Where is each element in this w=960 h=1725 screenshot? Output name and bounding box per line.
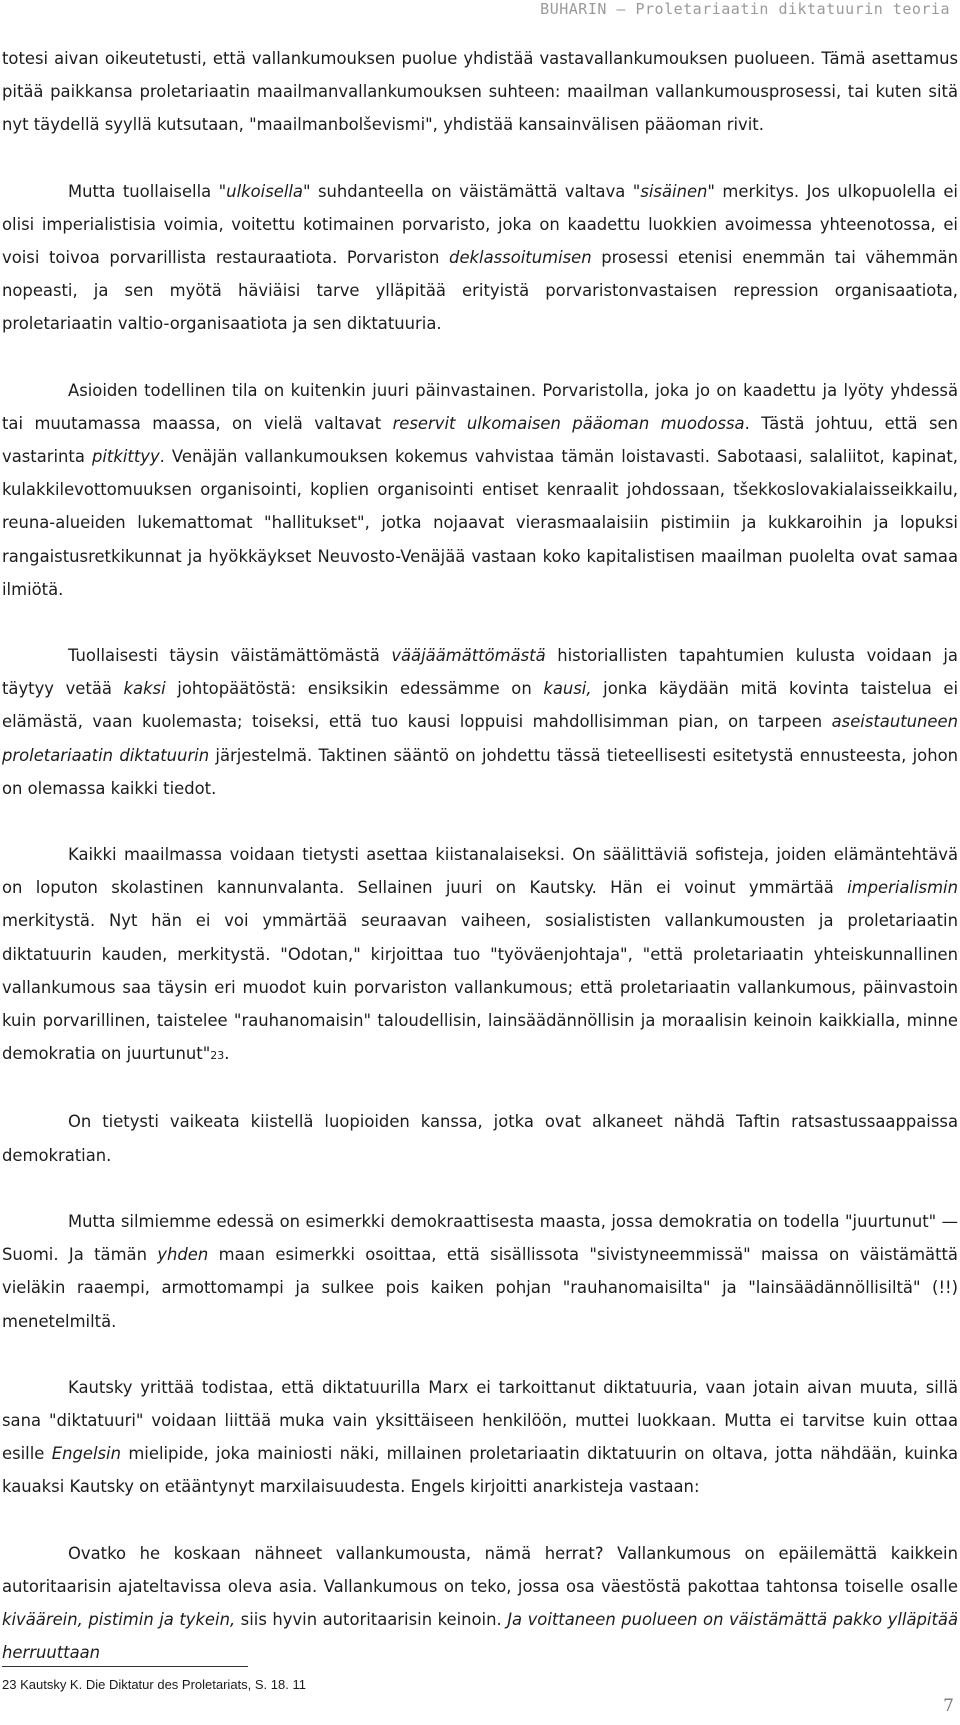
paragraph-text: . Tästä johtuu, että sen vastarinta — [2, 413, 958, 467]
running-header: BUHARIN – Proletariaatin diktatuurin teoria — [540, 0, 950, 18]
emphasis-text: reservit ulkomaisen pääoman muodossa — [392, 413, 745, 433]
paragraph-text: Ovatko he koskaan nähneet vallankumousta, nämä herrat? Vallankumous on epäilemättä kaikkein autoritaarisin ajateltavissa oleva asia. Vallankumous on teko, jossa osa väestöstä pakottaa tahtonsa toiselle osalle — [2, 1543, 958, 1596]
emphasis-text: "ulkoisella" — [218, 181, 311, 201]
emphasis-text: aseistautuneen proletariaatin diktatuurin — [2, 712, 958, 765]
paragraph — [0, 42, 960, 142]
paragraph — [0, 1105, 960, 1171]
paragraph-text: Mutta silmiemme edessä on esimerkki demokraattisesta maasta, jossa demokratia on todella "juurtunut" — Suomi. Ja tämän — [2, 1211, 958, 1265]
paragraph-text: johtopäätöstä: ensiksikin edessämme on — [165, 679, 544, 699]
paragraph-text: Kaikki maailmassa voidaan tietysti asettaa kiistanalaiseksi. On säälittäviä sofisteja, joiden elämäntehtävä on loputon skolastinen kannunvalanta. Sellainen juuri on Kautsky. Hän ei voinut ymmärtää — [2, 845, 958, 898]
paragraph-text: Tuollaisesti täysin väistämättömästä — [68, 646, 392, 666]
paragraph-text: järjestelmä. Taktinen sääntö on johdettu tässä tieteellisesti esitetystä ennusteesta, johon on olemassa kaikki tiedot. — [2, 745, 958, 798]
paragraph — [0, 1371, 960, 1504]
emphasis-text: kaksi — [123, 679, 166, 699]
paragraph — [0, 175, 960, 341]
paragraph-text: merkitystä. Nyt hän ei voi ymmärtää seuraavan vaiheen, sosialististen vallankumousten ja proletariaatin diktatuurin kauden, merkitystä. "Odotan," kirjoittaa tuo "työväenjohtaja", "että proletariaatin yhteiskunnallinen vallankumous saa täysin eri muodot kuin porvariston vallankumous; että proletariaatin vallankumous, päinvastoin kuin porvarillinen, taistelee "rauhanomaisin" taloudellisin, lainsäädännöllisin ja moraalisin keinoin kaikkialla, minne demokratia on juurtunut" — [2, 911, 958, 1064]
page-number: 7 — [943, 1696, 954, 1716]
emphasis-text: pitkittyy — [91, 447, 160, 467]
paragraph-text: suhdanteella on väistämättä valtava — [310, 181, 633, 201]
paragraph-text: On tietysti vaikeata kiistellä luopioiden kanssa, jotka ovat alkaneet nähdä Taftin ratsastussaappaissa demokratian. — [2, 1112, 958, 1165]
paragraph-text: maan esimerkki osoittaa, että sisällissota "sivistyneemmissä" maissa on väistämättä vieläkin raaempi, armottomampi ja sulkee pois kaiken pohjan "rauhanomaisilta" ja "lainsäädännöllisiltä" (!!) menetelmiltä. — [2, 1245, 958, 1331]
emphasis-text: "sisäinen" — [632, 181, 715, 201]
emphasis-text: Engelsin — [51, 1444, 121, 1464]
emphasis-text: deklassoitumisen — [449, 248, 592, 268]
paragraph-text: merkitys. Jos ulkopuolella ei olisi imperialistisia voimia, voitettu kotimainen porvaristo, joka on kaadettu luokkien avoimessa yhteenotossa, ei voisi toivoa porvarillista restauraatiota. Porvariston — [2, 181, 958, 268]
paragraph-text: . — [224, 1044, 230, 1064]
paragraph-text: mielipide, joka mainiosti näki, millainen proletariaatin diktatuurin on oltava, jotta nähdään, kuinka kauaksi Kautsky on etääntynyt marxilaisuudesta. Engels kirjoitti anarkisteja vastaan: — [2, 1444, 958, 1497]
footnote-divider — [2, 1666, 248, 1667]
emphasis-text: Ja voittaneen puolueen on väistämättä pakko ylläpitää herruuttaan — [2, 1609, 958, 1663]
paragraph — [0, 1205, 960, 1338]
emphasis-text: vääjäämättömästä — [391, 646, 546, 666]
paragraph — [0, 374, 960, 606]
footnote-reference: 23 — [210, 1049, 225, 1063]
paragraph-text: jonka käydään mitä kovinta taistelua ei elämästä, vaan kuolemasta; toiseksi, että tuo kausi loppuisi mahdollisimman pian, on tarpeen — [2, 679, 959, 732]
paragraph-text: prosessi etenisi enemmän tai vähemmän nopeasti, ja sen myötä häviäisi tarve ylläpitää erityistä porvaristonvastaisen repression organisaatiota, proletariaatin valtio-organisaatiota ja sen diktatuuria. — [2, 248, 959, 334]
paragraph — [0, 1537, 960, 1670]
paragraph — [0, 838, 960, 1072]
paragraph-text: Asioiden todellinen tila on kuitenkin juuri päinvastainen. Porvaristolla, joka jo on kaadettu ja lyöty yhdessä tai muutamassa maassa, on vielä valtavat — [2, 380, 958, 433]
emphasis-text: imperialismin — [847, 878, 958, 898]
paragraph-text: siis hyvin autoritaarisin keinoin. — [235, 1609, 508, 1629]
paragraph-text: Mutta tuollaisella — [68, 181, 219, 201]
footnote: 23 Kautsky K. Die Diktatur des Proletariats, S. 18. 11 — [2, 1677, 306, 1692]
emphasis-text: kiväärein, pistimin ja tykein, — [2, 1609, 236, 1629]
emphasis-text: yhden — [157, 1245, 209, 1265]
paragraph-text: totesi aivan oikeutetusti, että vallankumouksen puolue yhdistää vastavallankumouksen puolueen. Tämä asettamus pitää paikkansa proletariaatin maailmanvallankumouksen suhteen: maailman vallankumousprosessi, tai kuten sitä nyt täydellä syyllä kutsutaan, "maailmanbolševismi", yhdistää kansainvälisen pääoman rivit. — [2, 49, 958, 135]
document-body — [0, 42, 960, 1702]
paragraph-text: . Venäjän vallankumouksen kokemus vahvistaa tämän loistavasti. Sabotaasi, salaliitot, kapinat, kulakkilevottomuuksen organisointi, koplien organisointi entiset kenraalit johdossaan, tšekkoslovakialaisseikkailu, reuna-alueiden lukemattomat "hallitukset", jotka nojaavat vierasmaalaisiin pistimiin ja kukkaroihin ja lopuksi rangaistusretkikunnat ja hyökkäykset Neuvosto-Venäjää vastaan koko kapitalistisen maailman puolelta ovat samaa ilmiötä. — [2, 447, 958, 599]
paragraph-text: historiallisten tapahtumien kulusta voidaan ja täytyy vetää — [2, 646, 958, 699]
emphasis-text: kausi, — [543, 679, 592, 699]
paragraph-text: Kautsky yrittää todistaa, että diktatuurilla Marx ei tarkoittanut diktatuuria, vaan jotain aivan muuta, sillä sana "diktatuuri" voidaan liittää muka vain yksittäiseen henkilöön, muttei luokkaan. Mutta ei tarvitse kuin ottaa esille — [2, 1377, 958, 1464]
paragraph — [0, 639, 960, 805]
